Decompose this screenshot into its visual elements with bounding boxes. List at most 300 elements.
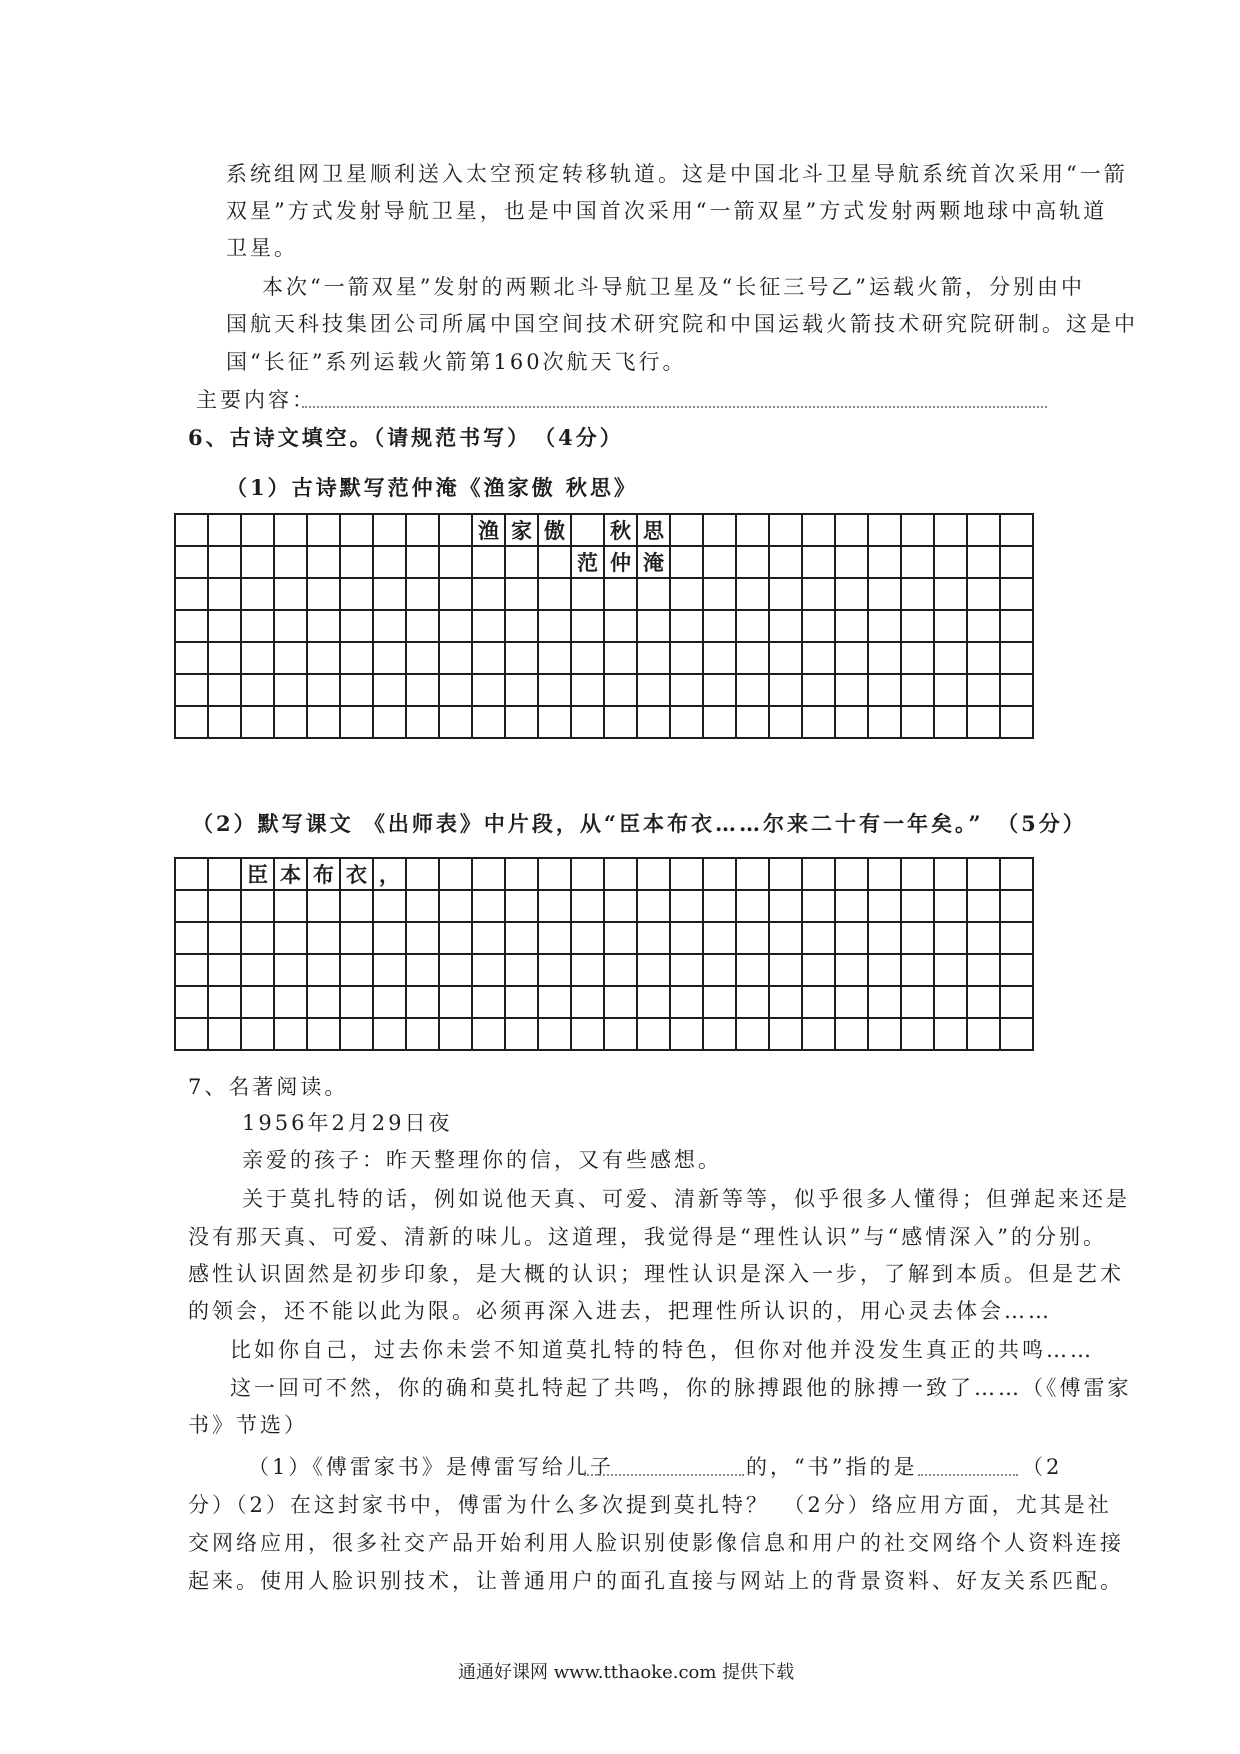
grid-cell[interactable]: 范 — [571, 546, 604, 578]
grid-cell[interactable] — [934, 954, 967, 986]
grid-cell[interactable] — [1000, 706, 1033, 738]
grid-cell[interactable] — [340, 578, 373, 610]
grid-cell[interactable] — [802, 890, 835, 922]
grid-cell[interactable] — [340, 986, 373, 1018]
grid-cell[interactable] — [571, 890, 604, 922]
grid-cell[interactable] — [637, 922, 670, 954]
grid-cell[interactable] — [1000, 546, 1033, 578]
grid-cell[interactable]: 衣 — [340, 858, 373, 890]
grid-cell[interactable] — [934, 858, 967, 890]
grid-cell[interactable] — [175, 674, 208, 706]
grid-cell[interactable] — [571, 922, 604, 954]
grid-cell[interactable] — [703, 706, 736, 738]
grid-cell[interactable] — [868, 986, 901, 1018]
grid-cell[interactable] — [769, 922, 802, 954]
grid-cell[interactable] — [703, 858, 736, 890]
grid-cell[interactable] — [901, 706, 934, 738]
grid-cell[interactable] — [670, 674, 703, 706]
grid-cell[interactable] — [901, 922, 934, 954]
grid-cell[interactable] — [868, 706, 901, 738]
grid-cell[interactable] — [538, 578, 571, 610]
grid-cell[interactable] — [274, 706, 307, 738]
grid-cell[interactable] — [505, 578, 538, 610]
grid-cell[interactable] — [769, 578, 802, 610]
grid-cell[interactable] — [472, 1018, 505, 1050]
grid-cell[interactable] — [703, 674, 736, 706]
grid-cell[interactable] — [835, 706, 868, 738]
grid-cell[interactable] — [868, 514, 901, 546]
grid-cell[interactable] — [208, 578, 241, 610]
grid-cell[interactable] — [967, 674, 1000, 706]
grid-cell[interactable] — [769, 954, 802, 986]
grid-cell[interactable] — [472, 922, 505, 954]
grid-cell[interactable] — [769, 674, 802, 706]
grid-cell[interactable] — [472, 642, 505, 674]
grid-cell[interactable] — [901, 610, 934, 642]
grid-cell[interactable] — [802, 954, 835, 986]
grid-cell[interactable] — [637, 578, 670, 610]
grid-cell[interactable] — [802, 1018, 835, 1050]
grid-cell[interactable] — [703, 642, 736, 674]
grid-cell[interactable] — [835, 890, 868, 922]
grid-cell[interactable] — [241, 578, 274, 610]
grid-cell[interactable] — [967, 706, 1000, 738]
grid-cell[interactable] — [703, 922, 736, 954]
grid-cell[interactable] — [934, 642, 967, 674]
grid-cell[interactable] — [670, 1018, 703, 1050]
grid-cell[interactable] — [307, 578, 340, 610]
grid-cell[interactable] — [967, 578, 1000, 610]
grid-cell[interactable] — [901, 514, 934, 546]
grid-cell[interactable] — [373, 514, 406, 546]
grid-cell[interactable] — [175, 610, 208, 642]
grid-cell[interactable] — [307, 674, 340, 706]
grid-cell[interactable] — [307, 954, 340, 986]
grid-cell[interactable] — [439, 954, 472, 986]
grid-cell[interactable] — [637, 954, 670, 986]
grid-cell[interactable] — [241, 706, 274, 738]
grid-cell[interactable] — [835, 642, 868, 674]
grid-cell[interactable] — [868, 578, 901, 610]
grid-cell[interactable] — [703, 610, 736, 642]
grid-cell[interactable] — [538, 1018, 571, 1050]
grid-cell[interactable] — [208, 610, 241, 642]
grid-cell[interactable] — [373, 578, 406, 610]
grid-cell[interactable] — [769, 546, 802, 578]
grid-cell[interactable] — [604, 706, 637, 738]
grid-cell[interactable] — [373, 706, 406, 738]
grid-cell[interactable] — [769, 890, 802, 922]
grid-cell[interactable] — [274, 610, 307, 642]
grid-cell[interactable] — [439, 922, 472, 954]
grid-cell[interactable] — [472, 546, 505, 578]
grid-cell[interactable] — [439, 578, 472, 610]
grid-cell[interactable] — [868, 642, 901, 674]
grid-cell[interactable] — [703, 578, 736, 610]
grid-cell[interactable] — [670, 706, 703, 738]
grid-cell[interactable] — [934, 610, 967, 642]
grid-cell[interactable] — [406, 922, 439, 954]
grid-cell[interactable] — [736, 546, 769, 578]
grid-cell[interactable] — [967, 858, 1000, 890]
grid-cell[interactable] — [241, 890, 274, 922]
grid-cell[interactable] — [340, 922, 373, 954]
grid-cell[interactable] — [703, 514, 736, 546]
grid-cell[interactable] — [208, 674, 241, 706]
grid-cell[interactable] — [736, 986, 769, 1018]
grid-cell[interactable] — [208, 986, 241, 1018]
grid-cell[interactable] — [802, 922, 835, 954]
grid-cell[interactable] — [274, 922, 307, 954]
grid-cell[interactable] — [373, 1018, 406, 1050]
grid-cell[interactable] — [901, 674, 934, 706]
grid-cell[interactable] — [571, 706, 604, 738]
grid-cell[interactable] — [208, 546, 241, 578]
grid-cell[interactable] — [736, 578, 769, 610]
grid-cell[interactable] — [208, 706, 241, 738]
grid-cell[interactable] — [901, 578, 934, 610]
grid-cell[interactable] — [901, 954, 934, 986]
grid-cell[interactable] — [373, 674, 406, 706]
grid-cell[interactable] — [505, 706, 538, 738]
grid-cell[interactable] — [274, 514, 307, 546]
grid-cell[interactable] — [340, 1018, 373, 1050]
grid-cell[interactable] — [967, 546, 1000, 578]
grid-cell[interactable] — [241, 546, 274, 578]
grid-cell[interactable] — [472, 954, 505, 986]
grid-cell[interactable] — [901, 986, 934, 1018]
grid-cell[interactable] — [934, 1018, 967, 1050]
grid-cell[interactable]: 臣 — [241, 858, 274, 890]
grid-cell[interactable] — [406, 578, 439, 610]
grid-cell[interactable]: ， — [373, 858, 406, 890]
grid-cell[interactable] — [604, 954, 637, 986]
grid-cell[interactable] — [934, 706, 967, 738]
grid-cell[interactable] — [175, 922, 208, 954]
grid-cell[interactable] — [472, 858, 505, 890]
grid-cell[interactable] — [604, 858, 637, 890]
grid-cell[interactable] — [1000, 578, 1033, 610]
grid-cell[interactable] — [835, 610, 868, 642]
grid-cell[interactable] — [637, 858, 670, 890]
grid-cell[interactable] — [241, 610, 274, 642]
grid-cell[interactable] — [835, 578, 868, 610]
grid-cell[interactable] — [406, 610, 439, 642]
grid-cell[interactable] — [604, 922, 637, 954]
grid-cell[interactable] — [175, 514, 208, 546]
grid-cell[interactable] — [307, 514, 340, 546]
grid-cell[interactable] — [769, 642, 802, 674]
grid-cell[interactable] — [604, 642, 637, 674]
grid-cell[interactable] — [670, 546, 703, 578]
grid-cell[interactable] — [769, 986, 802, 1018]
main-content-answer-line[interactable] — [302, 406, 1047, 408]
grid-cell[interactable] — [175, 858, 208, 890]
grid-cell[interactable] — [736, 706, 769, 738]
grid-cell[interactable]: 秋 — [604, 514, 637, 546]
grid-cell[interactable] — [835, 674, 868, 706]
grid-cell[interactable] — [571, 954, 604, 986]
grid-cell[interactable] — [736, 642, 769, 674]
grid-cell[interactable] — [175, 642, 208, 674]
grid-cell[interactable] — [340, 642, 373, 674]
grid-cell[interactable] — [868, 1018, 901, 1050]
grid-cell[interactable] — [736, 514, 769, 546]
grid-cell[interactable] — [439, 1018, 472, 1050]
grid-cell[interactable] — [406, 986, 439, 1018]
grid-cell[interactable] — [802, 514, 835, 546]
grid-cell[interactable] — [703, 986, 736, 1018]
grid-cell[interactable] — [703, 954, 736, 986]
grid-cell[interactable] — [967, 986, 1000, 1018]
grid-cell[interactable] — [307, 1018, 340, 1050]
grid-cell[interactable] — [406, 1018, 439, 1050]
grid-cell[interactable] — [934, 890, 967, 922]
grid-cell[interactable] — [835, 546, 868, 578]
grid-cell[interactable] — [901, 858, 934, 890]
grid-cell[interactable] — [208, 858, 241, 890]
grid-cell[interactable] — [340, 610, 373, 642]
grid-cell[interactable] — [373, 954, 406, 986]
grid-cell[interactable] — [241, 674, 274, 706]
grid-cell[interactable] — [340, 890, 373, 922]
grid-cell[interactable] — [670, 578, 703, 610]
grid-cell[interactable] — [868, 546, 901, 578]
grid-cell[interactable] — [670, 858, 703, 890]
grid-cell[interactable] — [208, 954, 241, 986]
grid-cell[interactable] — [274, 954, 307, 986]
grid-cell[interactable] — [967, 954, 1000, 986]
grid-cell[interactable] — [736, 674, 769, 706]
grid-cell[interactable] — [736, 922, 769, 954]
grid-cell[interactable]: 布 — [307, 858, 340, 890]
grid-cell[interactable] — [274, 890, 307, 922]
grid-cell[interactable] — [406, 858, 439, 890]
grid-cell[interactable] — [571, 986, 604, 1018]
grid-cell[interactable] — [373, 642, 406, 674]
grid-cell[interactable] — [538, 674, 571, 706]
grid-cell[interactable] — [340, 674, 373, 706]
grid-cell[interactable] — [439, 642, 472, 674]
book-meaning-answer-line[interactable] — [918, 1474, 1018, 1476]
grid-cell[interactable] — [802, 986, 835, 1018]
grid-cell[interactable] — [934, 986, 967, 1018]
grid-cell[interactable] — [802, 546, 835, 578]
grid-cell[interactable] — [637, 1018, 670, 1050]
grid-cell[interactable] — [769, 858, 802, 890]
grid-cell[interactable] — [472, 890, 505, 922]
grid-cell[interactable] — [373, 610, 406, 642]
grid-cell[interactable] — [439, 706, 472, 738]
grid-cell[interactable] — [637, 674, 670, 706]
grid-cell[interactable] — [670, 986, 703, 1018]
grid-cell[interactable] — [703, 890, 736, 922]
grid-cell[interactable] — [571, 858, 604, 890]
grid-cell[interactable] — [670, 922, 703, 954]
grid-cell[interactable] — [769, 1018, 802, 1050]
grid-cell[interactable]: 仲 — [604, 546, 637, 578]
grid-cell[interactable] — [538, 922, 571, 954]
grid-cell[interactable] — [439, 674, 472, 706]
grid-cell[interactable] — [571, 1018, 604, 1050]
grid-cell[interactable] — [439, 858, 472, 890]
grid-cell[interactable] — [505, 954, 538, 986]
grid-cell[interactable] — [538, 610, 571, 642]
grid-cell[interactable] — [1000, 642, 1033, 674]
grid-cell[interactable] — [439, 610, 472, 642]
grid-cell[interactable] — [802, 610, 835, 642]
grid-cell[interactable] — [967, 642, 1000, 674]
grid-cell[interactable] — [175, 546, 208, 578]
grid-cell[interactable] — [505, 610, 538, 642]
grid-cell[interactable] — [340, 706, 373, 738]
grid-cell[interactable] — [538, 986, 571, 1018]
grid-cell[interactable] — [505, 858, 538, 890]
grid-cell[interactable] — [307, 922, 340, 954]
grid-cell[interactable] — [736, 954, 769, 986]
grid-cell[interactable] — [868, 954, 901, 986]
grid-cell[interactable] — [604, 1018, 637, 1050]
grid-cell[interactable] — [241, 1018, 274, 1050]
grid-cell[interactable]: 本 — [274, 858, 307, 890]
grid-cell[interactable] — [406, 674, 439, 706]
grid-cell[interactable] — [736, 858, 769, 890]
grid-cell[interactable] — [505, 642, 538, 674]
grid-cell[interactable] — [538, 642, 571, 674]
grid-cell[interactable] — [736, 610, 769, 642]
grid-cell[interactable] — [538, 954, 571, 986]
grid-cell[interactable] — [967, 1018, 1000, 1050]
grid-cell[interactable] — [802, 642, 835, 674]
grid-cell[interactable] — [472, 610, 505, 642]
grid-cell[interactable] — [637, 610, 670, 642]
grid-cell[interactable] — [472, 578, 505, 610]
grid-cell[interactable] — [307, 610, 340, 642]
grid-cell[interactable] — [406, 706, 439, 738]
grid-cell[interactable] — [340, 954, 373, 986]
grid-cell[interactable] — [505, 546, 538, 578]
grid-cell[interactable] — [175, 578, 208, 610]
grid-cell[interactable] — [208, 514, 241, 546]
grid-cell[interactable] — [175, 890, 208, 922]
son-name-answer-line[interactable] — [584, 1474, 744, 1476]
grid-cell[interactable] — [868, 674, 901, 706]
grid-cell[interactable] — [736, 890, 769, 922]
grid-cell[interactable] — [538, 890, 571, 922]
grid-cell[interactable] — [406, 642, 439, 674]
grid-cell[interactable] — [901, 642, 934, 674]
grid-cell[interactable] — [307, 642, 340, 674]
grid-cell[interactable] — [934, 922, 967, 954]
grid-cell[interactable] — [307, 706, 340, 738]
grid-cell[interactable] — [373, 922, 406, 954]
grid-cell[interactable] — [670, 514, 703, 546]
grid-cell[interactable] — [373, 890, 406, 922]
grid-cell[interactable] — [736, 1018, 769, 1050]
grid-cell[interactable] — [835, 1018, 868, 1050]
grid-cell[interactable] — [175, 1018, 208, 1050]
grid-cell[interactable] — [934, 514, 967, 546]
grid-cell[interactable] — [505, 922, 538, 954]
grid-cell[interactable] — [934, 674, 967, 706]
grid-cell[interactable] — [241, 954, 274, 986]
grid-cell[interactable] — [604, 578, 637, 610]
grid-cell[interactable] — [274, 674, 307, 706]
grid-cell[interactable] — [967, 890, 1000, 922]
grid-cell[interactable] — [967, 922, 1000, 954]
grid-cell[interactable] — [340, 546, 373, 578]
grid-cell[interactable] — [1000, 1018, 1033, 1050]
grid-cell[interactable] — [868, 922, 901, 954]
grid-cell[interactable] — [505, 674, 538, 706]
grid-cell[interactable] — [1000, 674, 1033, 706]
grid-cell[interactable] — [274, 546, 307, 578]
grid-cell[interactable] — [637, 890, 670, 922]
grid-cell[interactable] — [175, 706, 208, 738]
grid-cell[interactable] — [835, 986, 868, 1018]
grid-cell[interactable] — [175, 986, 208, 1018]
grid-cell[interactable] — [901, 890, 934, 922]
grid-cell[interactable] — [967, 514, 1000, 546]
grid-cell[interactable] — [208, 642, 241, 674]
grid-cell[interactable] — [670, 890, 703, 922]
grid-cell[interactable] — [406, 514, 439, 546]
grid-cell[interactable]: 渔 — [472, 514, 505, 546]
grid-cell[interactable] — [637, 706, 670, 738]
grid-cell[interactable] — [670, 642, 703, 674]
grid-cell[interactable] — [835, 922, 868, 954]
grid-cell[interactable] — [571, 578, 604, 610]
grid-cell[interactable] — [604, 674, 637, 706]
grid-cell[interactable] — [538, 858, 571, 890]
grid-cell[interactable] — [340, 514, 373, 546]
grid-cell[interactable] — [241, 642, 274, 674]
grid-cell[interactable] — [406, 954, 439, 986]
grid-cell[interactable] — [571, 514, 604, 546]
grid-cell[interactable] — [472, 674, 505, 706]
grid-cell[interactable] — [769, 610, 802, 642]
grid-cell[interactable] — [835, 954, 868, 986]
grid-cell[interactable] — [406, 890, 439, 922]
grid-cell[interactable] — [967, 610, 1000, 642]
grid-cell[interactable] — [505, 890, 538, 922]
grid-cell[interactable] — [901, 1018, 934, 1050]
grid-cell[interactable] — [604, 610, 637, 642]
grid-cell[interactable] — [802, 706, 835, 738]
grid-cell[interactable] — [802, 674, 835, 706]
grid-cell[interactable]: 思 — [637, 514, 670, 546]
grid-cell[interactable] — [208, 922, 241, 954]
grid-cell[interactable] — [604, 986, 637, 1018]
grid-cell[interactable] — [835, 858, 868, 890]
grid-cell[interactable] — [571, 610, 604, 642]
grid-cell[interactable] — [703, 546, 736, 578]
grid-cell[interactable] — [175, 954, 208, 986]
grid-cell[interactable] — [934, 546, 967, 578]
grid-cell[interactable] — [1000, 610, 1033, 642]
grid-cell[interactable] — [637, 642, 670, 674]
grid-cell[interactable] — [307, 546, 340, 578]
grid-cell[interactable] — [505, 1018, 538, 1050]
grid-cell[interactable] — [868, 858, 901, 890]
grid-cell[interactable] — [274, 642, 307, 674]
grid-cell[interactable] — [835, 514, 868, 546]
grid-cell[interactable] — [703, 1018, 736, 1050]
grid-cell[interactable] — [472, 986, 505, 1018]
grid-cell[interactable] — [571, 674, 604, 706]
grid-cell[interactable] — [274, 578, 307, 610]
grid-cell[interactable] — [505, 986, 538, 1018]
